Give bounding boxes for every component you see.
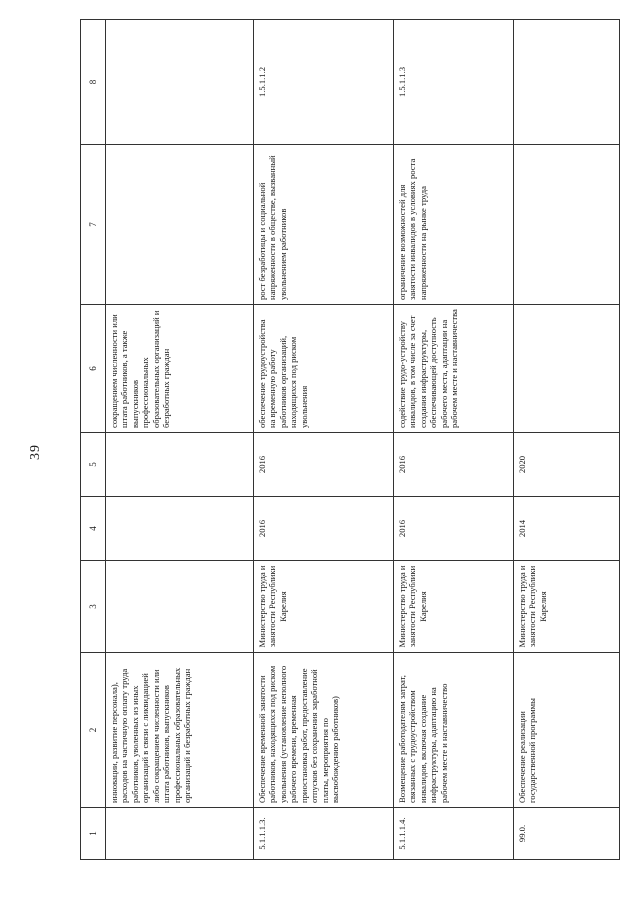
cell-executor: Министерство труда и занятости Республики Карелия bbox=[254, 561, 394, 653]
cell-indicator-link bbox=[106, 20, 254, 145]
cell-consequences bbox=[106, 145, 254, 305]
column-header-8: 8 bbox=[81, 20, 106, 145]
column-header-3: 3 bbox=[81, 561, 106, 653]
table-row bbox=[106, 20, 254, 860]
table-row bbox=[254, 20, 394, 860]
cell-end-year: 2020 bbox=[514, 433, 620, 497]
cell-start-year: 2016 bbox=[394, 497, 514, 561]
cell-consequences: ограничение возможностей для занятости инвалидов в условиях роста напряженности на рынке труда bbox=[394, 145, 514, 305]
table-row bbox=[394, 20, 514, 860]
program-activities-table bbox=[80, 19, 620, 860]
cell-expected-result bbox=[514, 305, 620, 433]
cell-expected-result: содействие трудо-устройству инвалидов, в том числе за счет создания инфраструктуры, обеспечивающей доступность рабочего места, адаптации на рабочем месте и наставничества bbox=[394, 305, 514, 433]
cell-end-year bbox=[106, 433, 254, 497]
column-header-1: 1 bbox=[81, 808, 106, 860]
header-row bbox=[81, 20, 106, 860]
cell-start-year: 2016 bbox=[254, 497, 394, 561]
cell-number: 5.1.1.1.4. bbox=[394, 808, 514, 860]
cell-consequences: рост безработицы и социальной напряженности в обществе, вызванный увольнением работников bbox=[254, 145, 394, 305]
cell-number: 5.1.1.1.3. bbox=[254, 808, 394, 860]
cell-activity: Обеспечение временной занятости работников, находящихся под риском увольнения (установление неполного рабочего времени, временная приостановка работ, предоставление отпусков без сохранения заработной платы, мероприятия по высвобождению работников) bbox=[254, 653, 394, 808]
column-header-2: 2 bbox=[81, 653, 106, 808]
cell-end-year: 2016 bbox=[254, 433, 394, 497]
cell-expected-result: сокращением численности или штата работников, а также выпускников профессиональных образовательных организаций и безработных граждан bbox=[106, 305, 254, 433]
column-header-4: 4 bbox=[81, 497, 106, 561]
cell-start-year bbox=[106, 497, 254, 561]
page-number: 39 bbox=[28, 444, 43, 460]
cell-expected-result: обеспечение трудоустройства на временную работу работников организаций, находящихся под риском увольнения bbox=[254, 305, 394, 433]
cell-activity: Обеспечение реализации государственной программы bbox=[514, 653, 620, 808]
column-header-6: 6 bbox=[81, 305, 106, 433]
cell-executor: Министерство труда и занятости Республики Карелия bbox=[394, 561, 514, 653]
cell-number: 99.0. bbox=[514, 808, 620, 860]
cell-start-year: 2014 bbox=[514, 497, 620, 561]
cell-consequences bbox=[514, 145, 620, 305]
cell-end-year: 2016 bbox=[394, 433, 514, 497]
column-header-7: 7 bbox=[81, 145, 106, 305]
cell-indicator-link bbox=[514, 20, 620, 145]
cell-indicator-link: 1.5.1.1.3 bbox=[394, 20, 514, 145]
table-row bbox=[514, 20, 620, 860]
column-header-5: 5 bbox=[81, 433, 106, 497]
cell-indicator-link: 1.5.1.1.2 bbox=[254, 20, 394, 145]
cell-executor: Министерство труда и занятости Республики Карелия bbox=[514, 561, 620, 653]
cell-executor bbox=[106, 561, 254, 653]
cell-activity: инновации, развитие персонала), расходов на частичную оплату труда работников, уволенных из иных организаций в связи с ликвидацией либо сокращением численности или штата работников, выпускников профессиональных образовательных организаций и безработных граждан bbox=[106, 653, 254, 808]
cell-activity: Возмещение работодателям затрат, связанных с трудоустройством инвалидов, включая создание инфраструктуры, адаптацию на рабочем месте и наставничество bbox=[394, 653, 514, 808]
cell-number bbox=[106, 808, 254, 860]
rotated-table-wrapper bbox=[80, 20, 620, 860]
